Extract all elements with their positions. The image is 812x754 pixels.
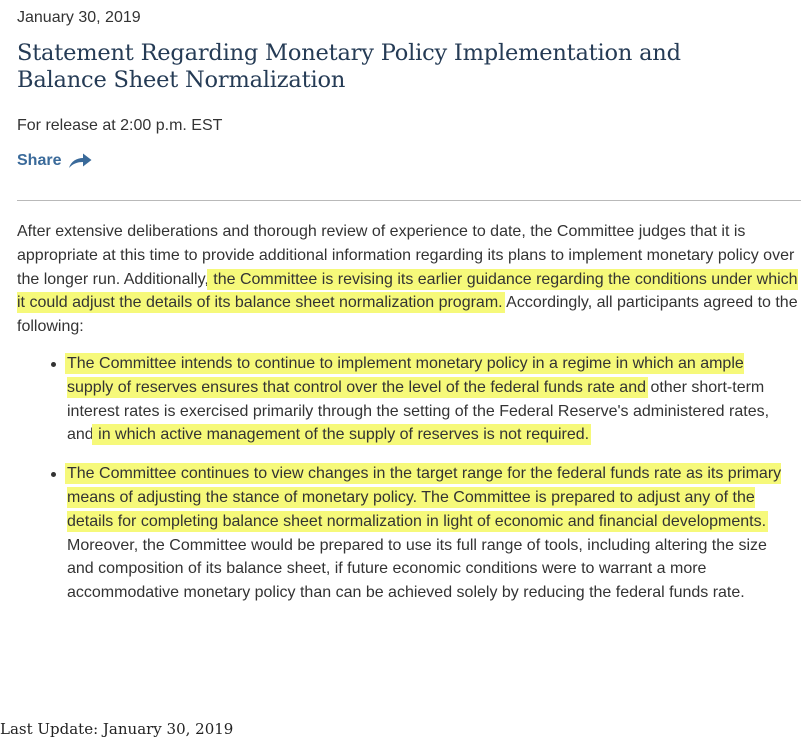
bullet-highlight: The Committee intends to continue to implement monetary policy in a regime in which an ample supply of reserves ensures that control over the level of the federal funds rate and	[67, 354, 744, 396]
statement-body	[17, 220, 801, 620]
last-update: Last Update: January 30, 2019	[0, 720, 234, 738]
release-date: January 30, 2019	[17, 9, 141, 26]
bullet-text: Moreover, the Committee would be prepared to use its full range of tools, including altering the size and composition of its balance sheet, if future economic conditions were to warrant a more accommodative monetary policy than can be achieved solely by reducing the federal funds rate.	[67, 536, 767, 602]
divider	[17, 200, 801, 201]
share-label: Share	[17, 152, 62, 169]
list-item	[67, 462, 791, 605]
page-title: Statement Regarding Monetary Policy Implementation and Balance Sheet Normalization	[17, 40, 681, 93]
intro-text-end: Accordingly, all participants agreed to the following:	[17, 294, 798, 336]
agreement-list	[17, 352, 801, 605]
intro-paragraph	[17, 220, 801, 339]
share-arrow-icon	[67, 152, 93, 170]
intro-text: After extensive deliberations and thorough review of experience to date, the Committee judges that it is appropriate at this time to provide additional information regarding its plans to implement monetary policy over the longer run. Additionally,	[17, 223, 795, 288]
intro-highlight: the Committee is revising its earlier guidance regarding the conditions under which it could adjust the details of its balance sheet normalization program.	[17, 270, 798, 312]
bullet-highlight: The Committee continues to view changes in the target range for the federal funds rate as its primary means of adjusting the stance of monetary policy. The Committee is prepared to adjust any of the details for completing balance sheet normalization in light of economic and financial developments.	[67, 465, 782, 530]
release-time: For release at 2:00 p.m. EST	[17, 117, 223, 134]
share-button[interactable]	[17, 152, 93, 170]
bullet-highlight: in which active management of the supply of reserves is not required.	[93, 426, 590, 444]
bullet-text: other short-term interest rates is exercised primarily through the setting of the Federal Reserve's administered rates, and	[67, 378, 770, 444]
list-item	[67, 352, 791, 447]
